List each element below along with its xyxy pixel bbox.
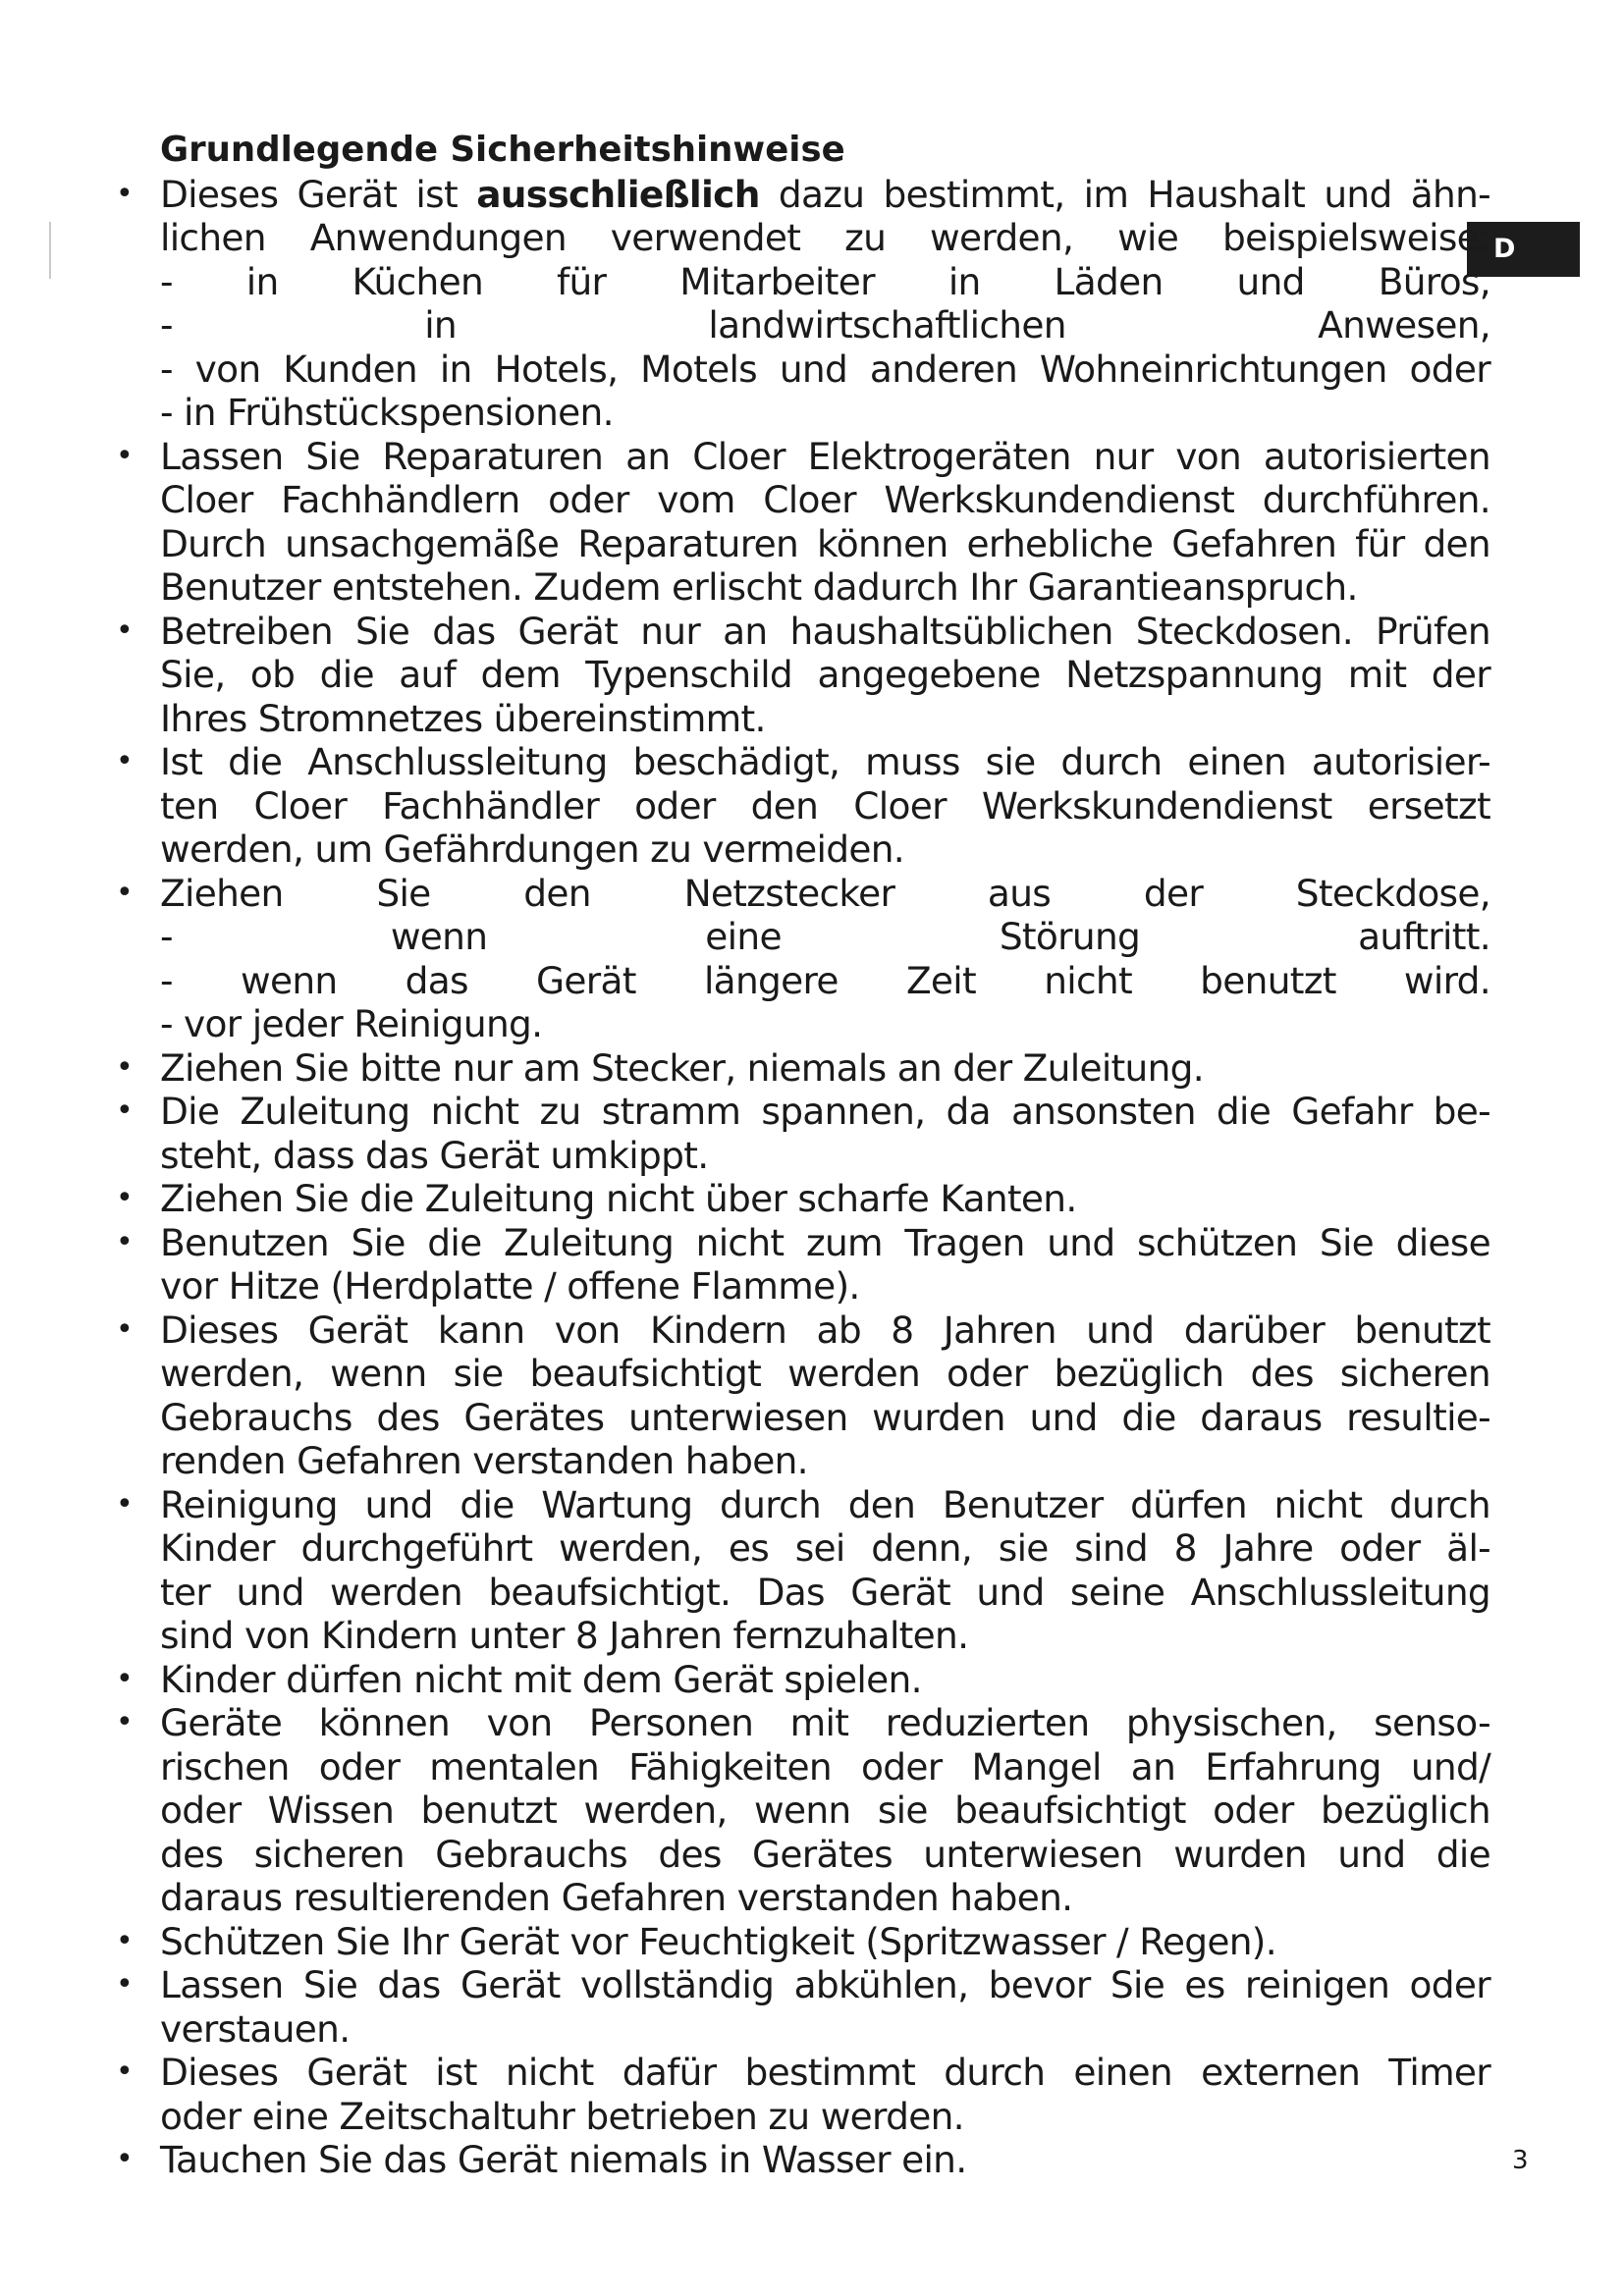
item-line: - in Frühstückspensionen.	[160, 391, 614, 434]
bullet-icon: •	[116, 1311, 133, 1347]
item-line: verstauen.	[160, 2006, 351, 2051]
bullet-icon: •	[116, 2055, 133, 2089]
item-line: Kinder durchgeführt werden, es sei denn, sie sind 8 Jahre oder äl-	[160, 1526, 1490, 1570]
item-line: - von Kunden in Hotels, Motels und anderen Wohneinrichtungen oder	[160, 347, 1490, 391]
item-line: Benutzer entstehen. Zudem erlischt dadurch Ihr Garantieanspruch.	[160, 565, 1358, 609]
item-line: Kinder dürfen nicht mit dem Gerät spielen.	[160, 1657, 922, 1701]
bullet-icon: •	[116, 1661, 133, 1696]
safety-item	[116, 872, 1490, 1046]
bullet-icon: •	[116, 875, 133, 910]
item-line: Ziehen Sie bitte nur am Stecker, niemals an der Zuleitung.	[160, 1045, 1204, 1090]
item-line: Ihres Stromnetzes übereinstimmt.	[160, 696, 766, 740]
item-line: - vor jeder Reinigung.	[160, 1002, 543, 1045]
item-line: werden, um Gefährdungen zu vermeiden.	[160, 828, 905, 871]
page-number: 3	[1512, 2146, 1529, 2175]
safety-instructions-list	[116, 173, 1490, 2182]
bullet-icon: •	[116, 1486, 133, 1522]
item-line: - in Küchen für Mitarbeiter in Läden und Büros,	[160, 259, 1490, 303]
item-line: ter und werden beaufsichtigt. Das Gerät und seine Anschlussleitung	[160, 1570, 1490, 1614]
bullet-icon: •	[116, 2142, 133, 2176]
safety-item	[116, 1177, 1490, 1221]
item-line: Durch unsachgemäße Reparaturen können erhebliche Gefahren für den	[160, 521, 1490, 565]
bullet-icon: •	[116, 744, 133, 778]
item-line: Schützen Sie Ihr Gerät vor Feuchtigkeit (Spritzwasser / Regen).	[160, 1919, 1276, 1963]
bullet-icon: •	[116, 1967, 133, 2002]
bullet-icon: •	[116, 176, 133, 211]
page-content	[116, 129, 1490, 2182]
item-line: Dieses Gerät kann von Kindern ab 8 Jahren und darüber benutzt	[160, 1308, 1490, 1352]
safety-item	[116, 1046, 1490, 1091]
item-line: Cloer Fachhändlern oder vom Cloer Werkskundendienst durchführen.	[160, 478, 1490, 521]
item-line: Reinigung und die Wartung durch den Benutzer dürfen nicht durch	[160, 1482, 1490, 1526]
language-tab: D	[1467, 222, 1580, 277]
safety-item	[116, 173, 1490, 435]
item-line: - wenn eine Störung auftritt.	[160, 915, 1490, 958]
item-line: renden Gefahren verstanden haben.	[160, 1439, 808, 1482]
safety-item	[116, 1963, 1490, 2051]
item-line: werden, wenn sie beaufsichtigt werden oder bezüglich des sicheren	[160, 1352, 1490, 1395]
margin-mark	[49, 222, 51, 279]
bullet-icon: •	[116, 613, 133, 648]
bullet-icon: •	[116, 438, 133, 473]
item-line: Lassen Sie das Gerät vollständig abkühlen, bevor Sie es reinigen oder	[160, 1963, 1490, 2006]
safety-item	[116, 1221, 1490, 1308]
safety-item	[116, 1483, 1490, 1658]
item-line: Tauchen Sie das Gerät niemals in Wasser ein.	[160, 2138, 967, 2181]
safety-item	[116, 2051, 1490, 2138]
safety-item	[116, 1308, 1490, 1483]
bullet-icon: •	[116, 1181, 133, 1215]
item-line: Die Zuleitung nicht zu stramm spannen, da ansonsten die Gefahr be-	[160, 1090, 1490, 1133]
line-segment: Dieses Gerät ist	[160, 172, 477, 216]
safety-item	[116, 610, 1490, 741]
section-heading: Grundlegende Sicherheitshinweise	[160, 130, 845, 170]
item-line: vor Hitze (Herdplatte / offene Flamme).	[160, 1264, 860, 1308]
item-line: daraus resultierenden Gefahren verstanden haben.	[160, 1876, 1073, 1919]
line-segment: dazu bestimmt, im Haushalt und ähn-	[759, 172, 1490, 216]
item-line: Ist die Anschlussleitung beschädigt, muss sie durch einen autorisier-	[160, 740, 1490, 783]
bullet-icon: •	[116, 1923, 133, 1958]
bullet-icon: •	[116, 1094, 133, 1128]
safety-item	[116, 1920, 1490, 1964]
item-line: Sie, ob die auf dem Typenschild angegebene Netzspannung mit der	[160, 653, 1490, 696]
emphasis-text: ausschließlich	[476, 172, 760, 216]
item-line: lichen Anwendungen verwendet zu werden, wie beispielsweise:	[160, 216, 1490, 259]
item-line: rischen oder mentalen Fähigkeiten oder Mangel an Erfahrung und/	[160, 1744, 1490, 1789]
item-line: Ziehen Sie den Netzstecker aus der Steckdose,	[160, 871, 1490, 915]
item-line: sind von Kindern unter 8 Jahren fernzuhalten.	[160, 1614, 969, 1657]
safety-item	[116, 1701, 1490, 1920]
item-line: ten Cloer Fachhändler oder den Cloer Werkskundendienst ersetzt	[160, 783, 1490, 828]
item-line	[160, 173, 1490, 217]
item-line: - in landwirtschaftlichen Anwesen,	[160, 303, 1490, 347]
item-line: Betreiben Sie das Gerät nur an haushaltsüblichen Steckdosen. Prüfen	[160, 609, 1490, 653]
item-line: oder eine Zeitschaltuhr betrieben zu werden.	[160, 2094, 964, 2138]
bullet-icon: •	[116, 1224, 133, 1259]
item-line: Lassen Sie Reparaturen an Cloer Elektrogeräten nur von autorisierten	[160, 434, 1490, 478]
item-line: Ziehen Sie die Zuleitung nicht über scharfe Kanten.	[160, 1177, 1077, 1220]
safety-item	[116, 435, 1490, 610]
item-line: steht, dass das Gerät umkippt.	[160, 1133, 709, 1177]
item-line: des sicheren Gebrauchs des Gerätes unterwiesen wurden und die	[160, 1832, 1490, 1876]
bullet-icon: •	[116, 1049, 133, 1085]
item-line: Gebrauchs des Gerätes unterwiesen wurden und die daraus resultie-	[160, 1395, 1490, 1439]
bullet-icon: •	[116, 1705, 133, 1739]
item-line: Dieses Gerät ist nicht dafür bestimmt durch einen externen Timer	[160, 2051, 1490, 2094]
item-line: Benutzen Sie die Zuleitung nicht zum Tragen und schützen Sie diese	[160, 1220, 1490, 1264]
safety-item	[116, 740, 1490, 872]
safety-item	[116, 1658, 1490, 1702]
item-line: Geräte können von Personen mit reduzierten physischen, senso-	[160, 1701, 1490, 1744]
item-line: oder Wissen benutzt werden, wenn sie beaufsichtigt oder bezüglich	[160, 1789, 1490, 1832]
item-line: - wenn das Gerät längere Zeit nicht benutzt wird.	[160, 958, 1490, 1002]
safety-item	[116, 1090, 1490, 1177]
safety-item	[116, 2138, 1490, 2182]
